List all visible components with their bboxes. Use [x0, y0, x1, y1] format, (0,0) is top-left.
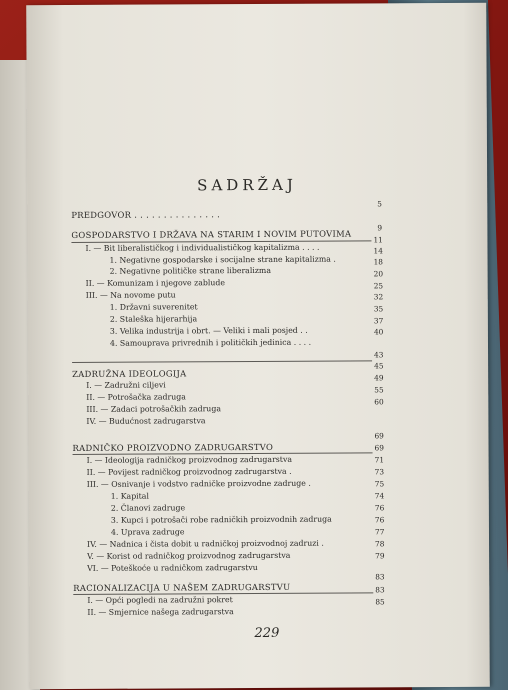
toc-page: 78: [375, 539, 385, 549]
toc-entry: 2. Negativne političke strane liberalizma: [109, 265, 271, 276]
toc-entry: 1. Državni suverenitet: [109, 302, 198, 312]
toc-entry: I. — Zadružni ciljevi: [86, 380, 166, 390]
toc-page: 37: [373, 316, 384, 326]
toc-entry: I. — Ideologija radničkog proizvodnog zadrugarstva: [86, 454, 293, 465]
toc-page: 11: [373, 235, 383, 245]
toc-page: 85: [375, 597, 385, 607]
toc-page: 77: [374, 527, 385, 537]
toc-entry: 1. Negativne gospodarske i socijalne strane kapitalizma .: [109, 254, 336, 265]
toc-page: 76: [374, 503, 385, 513]
toc-page: 5: [377, 199, 382, 209]
toc-page: 20: [373, 269, 384, 279]
toc-page: 75: [374, 479, 385, 489]
toc-entry: III. — Zadaci potrošačkih zadruga: [86, 404, 221, 414]
toc-page: 14: [373, 246, 383, 256]
toc-entry: I. — Opći pogledi na zadružni pokret: [87, 595, 233, 605]
toc-page: 60: [374, 397, 384, 407]
toc-entry: I. — Bit liberalističkog i individualističkog kapitalizma . . . .: [85, 242, 320, 253]
toc-page: 69: [374, 431, 384, 441]
toc-entry: III. — Osnivanje i vodstvo radničke proizvodne zadruge .: [86, 478, 311, 489]
toc-section-2: ZADRUŽNA IDEOLOGIJA: [72, 368, 187, 379]
toc-entry: II. — Potrošačka zadruga: [86, 392, 186, 402]
toc-page: 79: [375, 551, 385, 561]
toc-entry: II. — Smjernice našega zadrugarstva: [87, 607, 234, 617]
book-page: [26, 3, 490, 689]
toc-page: 32: [373, 292, 384, 302]
page-number: 229: [254, 625, 280, 642]
toc-page: 83: [375, 585, 385, 595]
toc-entry: IV. — Nadnica i čista dobit u radničkoj proizvodnoj zadruzi .: [87, 538, 324, 549]
toc-entry: II. — Komunizam i njegove zablude: [85, 278, 226, 288]
page-title: SADRŽAJ: [197, 175, 297, 195]
toc-page: 71: [374, 455, 385, 465]
toc-entry: II. — Povijest radničkog proizvodnog zadrugarstva .: [86, 466, 292, 477]
toc-page: 55: [374, 385, 384, 395]
toc-entry: 4. Samouprava privrednih i političkih jedinica . . . .: [109, 337, 312, 348]
toc-page: 45: [374, 361, 384, 371]
toc-entry: III. — Na novome putu: [85, 290, 176, 300]
toc-page: 69: [374, 443, 384, 453]
toc-page: 35: [373, 304, 384, 314]
toc-page: 83: [375, 572, 385, 582]
toc-entry: 3. Kupci i potrošači robe radničkih proizvodnih zadruga: [110, 514, 332, 525]
toc-entry: 2. Staleška hijerarhija: [109, 314, 198, 324]
toc-section-4: RACIONALIZACIJA U NAŠEM ZADRUGARSTVU: [73, 581, 291, 593]
toc-entry-predgovor: PREDGOVOR . . . . . . . . . . . . . . .: [71, 209, 221, 220]
toc-page: 49: [374, 373, 384, 383]
toc-section-3: RADNIČKO PROIZVODNO ZADRUGARSTVO: [72, 441, 274, 453]
toc-page: 43: [374, 350, 384, 360]
toc-entry: 2. Članovi zadruge: [110, 503, 186, 513]
toc-entry: V. — Korist od radničkog proizvodnog zadrugarstva: [87, 550, 291, 561]
toc-page: 9: [377, 223, 383, 233]
toc-entry: 1. Kapital: [110, 491, 149, 501]
toc-page: 76: [374, 515, 385, 525]
toc-page: 25: [373, 281, 384, 291]
toc-entry: IV. — Budućnost zadrugarstva: [86, 416, 206, 426]
toc-page: 73: [374, 467, 385, 477]
toc-entry: VI. — Poteškoće u radničkom zadrugarstvu: [87, 563, 258, 573]
toc-entry: 4. Uprava zadruge: [110, 527, 185, 537]
toc-page: 18: [373, 257, 383, 267]
toc-section-1: GOSPODARSTVO I DRŽAVA NA STARIM I NOVIM PUTOVIMA: [71, 228, 352, 240]
toc-page: 40: [373, 327, 384, 337]
toc-entry: 3. Velika industrija i obrt. — Veliki i mali posjed . .: [109, 325, 308, 336]
toc-page: 74: [374, 491, 385, 501]
section-rule: [72, 360, 372, 363]
